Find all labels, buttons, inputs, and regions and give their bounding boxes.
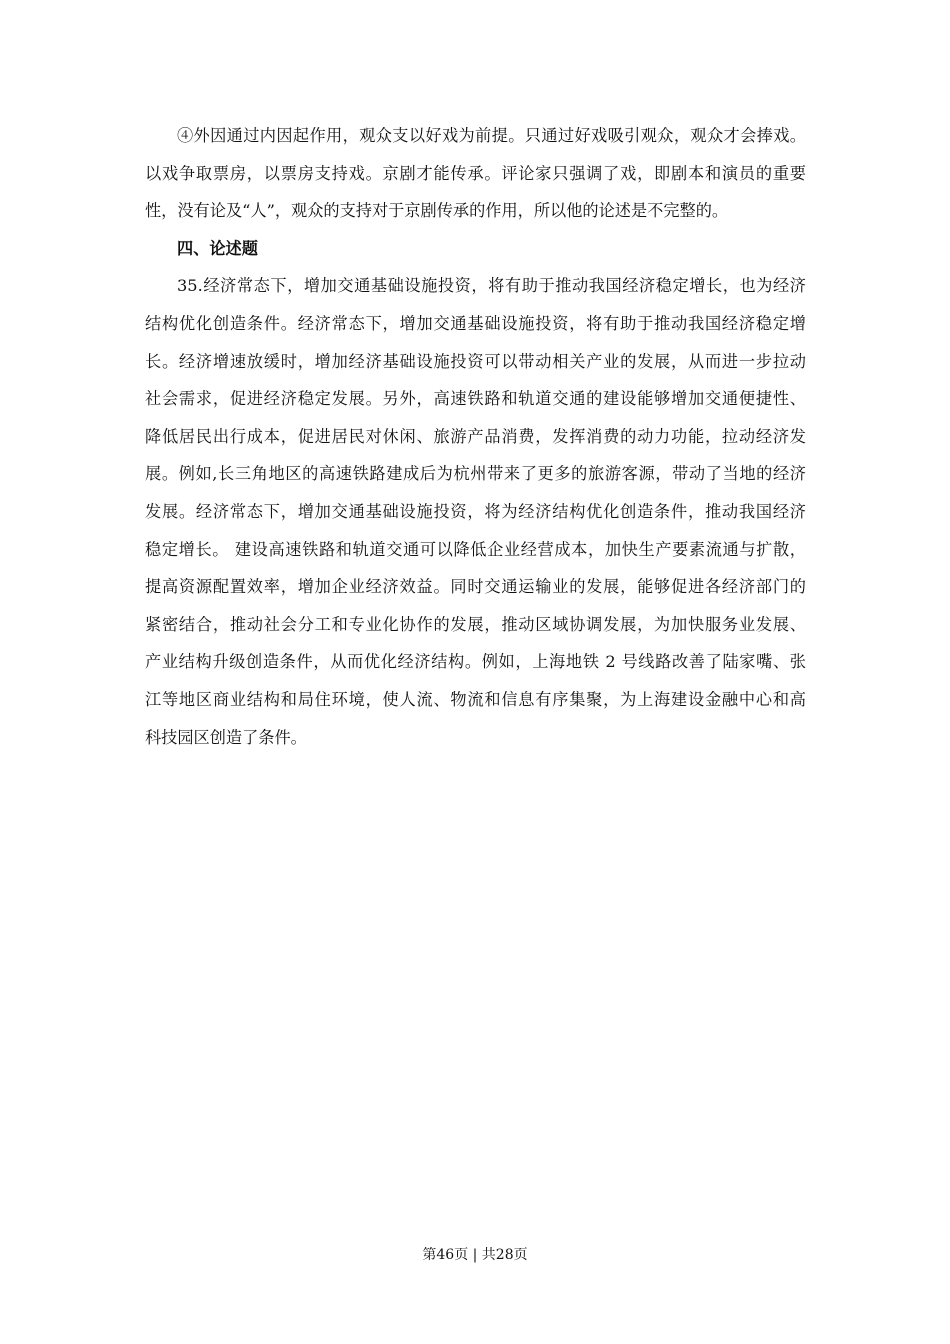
essay-line: 35.经济常态下，增加交通基础设施投资，将有助于推动我国经济稳定增长，也为经济 [177, 276, 806, 296]
essay-line: 江等地区商业结构和局住环境，使人流、物流和信息有序集聚，为上海建设金融中心和高 [145, 689, 806, 709]
essay-line: 社会需求，促进经济稳定发展。另外，高速铁路和轨道交通的建设能够增加交通便捷性、 [145, 389, 806, 409]
paragraph-line: 以戏争取票房，以票房支持戏。京剧才能传承。评论家只强调了戏，即剧本和演员的重要 [145, 163, 806, 183]
essay-line: 发展。经济常态下，增加交通基础设施投资，将为经济结构优化创造条件，推动我国经济 [145, 501, 806, 521]
document-body [145, 117, 806, 756]
essay-line: 紧密结合，推动社会分工和专业化协作的发展，推动区域协调发展，为加快服务业发展、 [145, 614, 806, 634]
essay-line: 科技园区创造了条件。 [145, 727, 307, 747]
essay-line: 长。经济增速放缓时，增加经济基础设施投资可以带动相关产业的发展，从而进一步拉动 [145, 351, 806, 371]
essay-line: 展。例如,长三角地区的高速铁路建成后为杭州带来了更多的旅游客源，带动了当地的经济 [145, 464, 806, 484]
page-number-footer: 第46页 | 共28页 [422, 1247, 528, 1263]
essay-line: 降低居民出行成本，促进居民对休闲、旅游产品消费，发挥消费的动力功能，拉动经济发 [145, 426, 806, 446]
essay-line: 结构优化创造条件。经济常态下，增加交通基础设施投资，将有助于推动我国经济稳定增 [145, 313, 806, 333]
paragraph-line: ④外因通过内因起作用，观众支以好戏为前提。只通过好戏吸引观众，观众才会捧戏。 [177, 126, 806, 145]
essay-line: 产业结构升级创造条件，从而优化经济结构。例如，上海地铁 2 号线路改善了陆家嘴、张 [145, 652, 806, 672]
essay-line: 稳定增长。 建设高速铁路和轨道交通可以降低企业经营成本，加快生产要素流通与扩散， [145, 539, 806, 559]
essay-line: 提高资源配置效率，增加企业经济效益。同时交通运输业的发展，能够促进各经济部门的 [145, 577, 806, 597]
section-heading: 四、论述题 [177, 238, 258, 258]
paragraph-line: 性，没有论及“人”，观众的支持对于京剧传承的作用，所以他的论述是不完整的。 [145, 201, 729, 221]
